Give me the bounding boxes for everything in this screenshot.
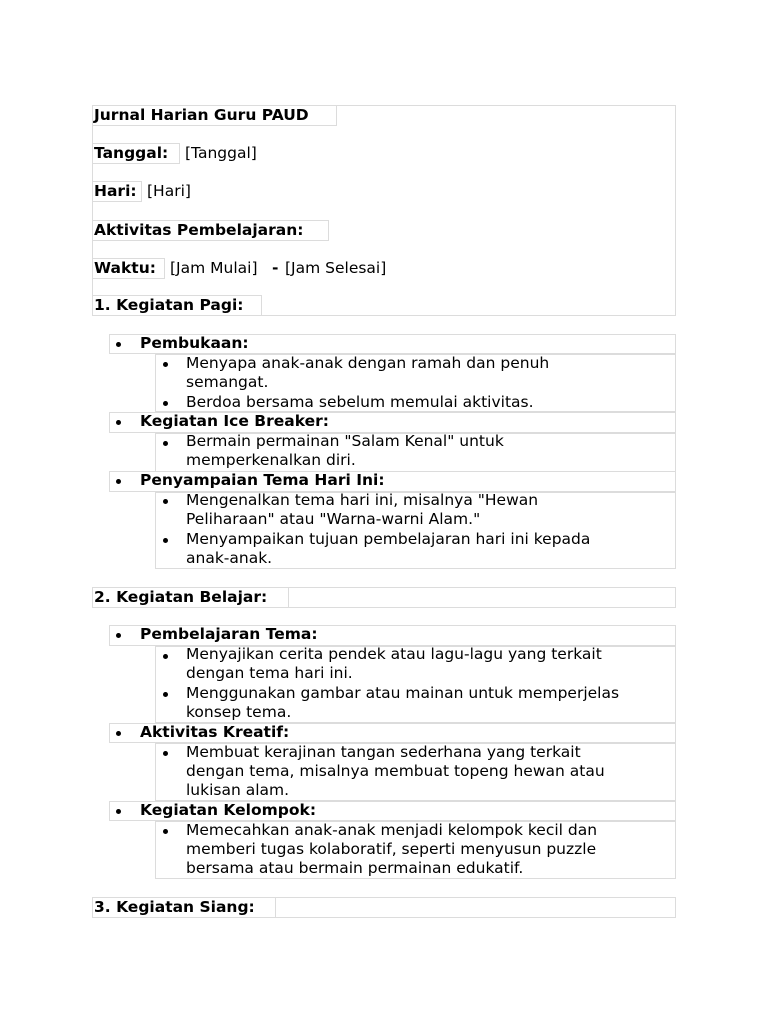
bullet-icon: [163, 692, 168, 697]
bullet-icon: [163, 441, 168, 446]
header-block: [92, 105, 676, 316]
sublist-line: semangat.: [186, 373, 269, 391]
bullet-icon: [116, 342, 121, 347]
list-item-label: Penyampaian Tema Hari Ini:: [140, 471, 385, 489]
list-item-label: Aktivitas Kreatif:: [140, 723, 290, 741]
hari-label: Hari:: [94, 182, 137, 200]
bullet-icon: [116, 420, 121, 425]
sublist-line: lukisan alam.: [186, 781, 290, 799]
sublist-line: memberi tugas kolaboratif, seperti menyusun puzzle: [186, 840, 597, 858]
sublist-line: konsep tema.: [186, 703, 292, 721]
list-item-label: Pembukaan:: [140, 334, 249, 352]
bullet-icon: [163, 751, 168, 756]
sublist-line: Menggunakan gambar atau mainan untuk memperjelas: [186, 684, 620, 702]
tanggal-label: Tanggal:: [94, 144, 169, 162]
siang-heading: 3. Kegiatan Siang:: [94, 898, 255, 916]
bullet-icon: [116, 633, 121, 638]
list-item-label: Kegiatan Ice Breaker:: [140, 412, 329, 430]
sublist-line: Berdoa bersama sebelum memulai aktivitas.: [186, 393, 534, 411]
waktu-dash: -: [272, 259, 279, 277]
waktu-label: Waktu:: [94, 259, 156, 277]
sublist-line: Menyapa anak-anak dengan ramah dan penuh: [186, 354, 550, 372]
tanggal-value: [Tanggal]: [185, 144, 257, 162]
pagi-heading: 1. Kegiatan Pagi:: [94, 296, 244, 314]
bullet-icon: [163, 654, 168, 659]
sublist-line: Menyampaikan tujuan pembelajaran hari ini kepada: [186, 530, 591, 548]
bullet-icon: [163, 538, 168, 543]
sublist-line: memperkenalkan diri.: [186, 451, 356, 469]
sublist-line: anak-anak.: [186, 549, 273, 567]
bullet-icon: [116, 479, 121, 484]
sublist-line: Membuat kerajinan tangan sederhana yang terkait: [186, 743, 581, 761]
hari-value: [Hari]: [147, 182, 191, 200]
list-item-label: Kegiatan Kelompok:: [140, 801, 317, 819]
bullet-icon: [163, 829, 168, 834]
sublist-line: Memecahkan anak-anak menjadi kelompok kecil dan: [186, 821, 598, 839]
sublist-line: bersama atau bermain permainan edukatif.: [186, 859, 524, 877]
bullet-icon: [116, 809, 121, 814]
sublist-line: Bermain permainan "Salam Kenal" untuk: [186, 432, 504, 450]
bullet-icon: [116, 731, 121, 736]
page-title: Jurnal Harian Guru PAUD: [94, 106, 309, 124]
sublist-line: Menyajikan cerita pendek atau lagu-lagu yang terkait: [186, 645, 602, 663]
waktu-end: [Jam Selesai]: [285, 259, 387, 277]
sublist-line: Peliharaan" atau "Warna-warni Alam.": [186, 510, 481, 528]
aktivitas-label: Aktivitas Pembelajaran:: [94, 221, 304, 239]
sublist-line: Mengenalkan tema hari ini, misalnya "Hewan: [186, 491, 539, 509]
bullet-icon: [163, 499, 168, 504]
bullet-icon: [163, 362, 168, 367]
sublist-line: dengan tema hari ini.: [186, 664, 353, 682]
waktu-start: [Jam Mulai]: [170, 259, 258, 277]
belajar-heading: 2. Kegiatan Belajar:: [94, 588, 268, 606]
bullet-icon: [163, 401, 168, 406]
list-item-label: Pembelajaran Tema:: [140, 625, 318, 643]
sublist-line: dengan tema, misalnya membuat topeng hewan atau: [186, 762, 605, 780]
